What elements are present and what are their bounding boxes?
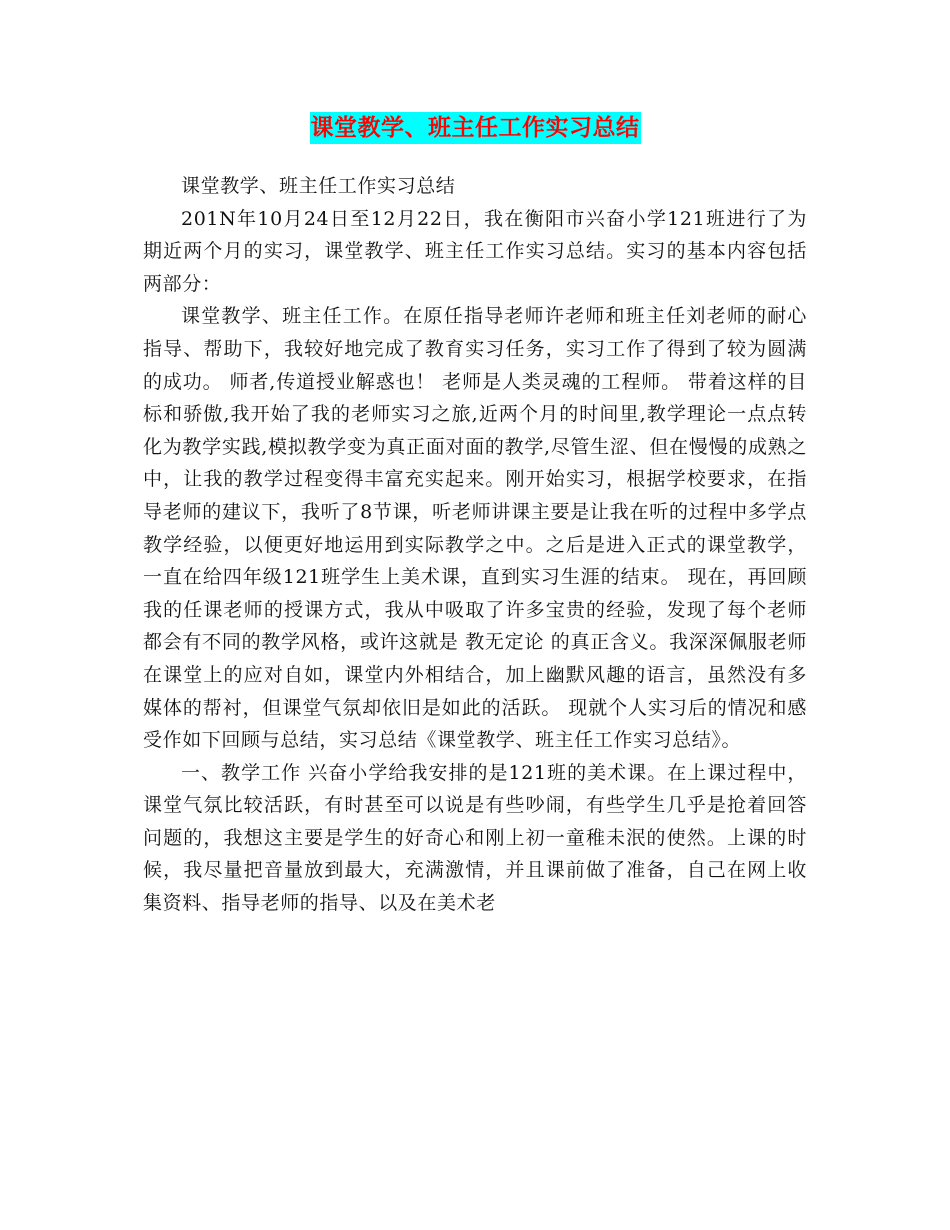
paragraph: 课堂教学、班主任工作。在原任指导老师许老师和班主任刘老师的耐心指导、帮助下，我较好地完成了教育实习任务，实习工作了得到了较为圆满的成功。 师者,传道授业解惑也！ 老师是人类灵魂的工程师。 带着这样的目标和骄傲,我开始了我的老师实习之旅,近两个月的时间里,教学理论一点点转化为教学实践,模拟教学变为真正面对面的教学,尽管生涩、但在慢慢的成熟之中，让我的教学过程变得丰富充实起来。刚开始实习，根据学校要求，在指导老师的建议下，我听了8节课，听老师讲课主要是让我在听的过程中多学点教学经验，以便更好地运用到实际教学之中。之后是进入正式的课堂教学，一直在给四年级121班学生上美术课，直到实习生涯的结束。 现在，再回顾我的任课老师的授课方式，我从中吸取了许多宝贵的经验，发现了每个老师都会有不同的教学风格，或许这就是 教无定论 的真正含义。我深深佩服老师在课堂上的应对自如，课堂内外相结合，加上幽默风趣的语言，虽然没有多媒体的帮衬，但课堂气氛却依旧是如此的活跃。 现就个人实习后的情况和感受作如下回顾与总结，实习总结《课堂教学、班主任工作实习总结》。 [143,305,807,752]
title-wrapper [0,112,950,144]
document-body [143,170,807,920]
paragraph: 201N年10月24日至12月22日，我在衡阳市兴奋小学121班进行了为期近两个月的实习，课堂教学、班主任工作实习总结。实习的基本内容包括两部分： [143,207,807,295]
paragraph: 一、教学工作 兴奋小学给我安排的是121班的美术课。在上课过程中，课堂气氛比较活跃，有时甚至可以说是有些吵闹，有些学生几乎是抢着回答问题的，我想这主要是学生的好奇心和刚上初一童稚未泯的使然。上课的时候，我尽量把音量放到最大，充满激情，并且课前做了准备，自己在网上收集资料、指导老师的指导、以及在美术老 [143,761,807,915]
document-title: 课堂教学、班主任工作实习总结 [310,112,641,144]
paragraph: 课堂教学、班主任工作实习总结 [181,175,456,197]
